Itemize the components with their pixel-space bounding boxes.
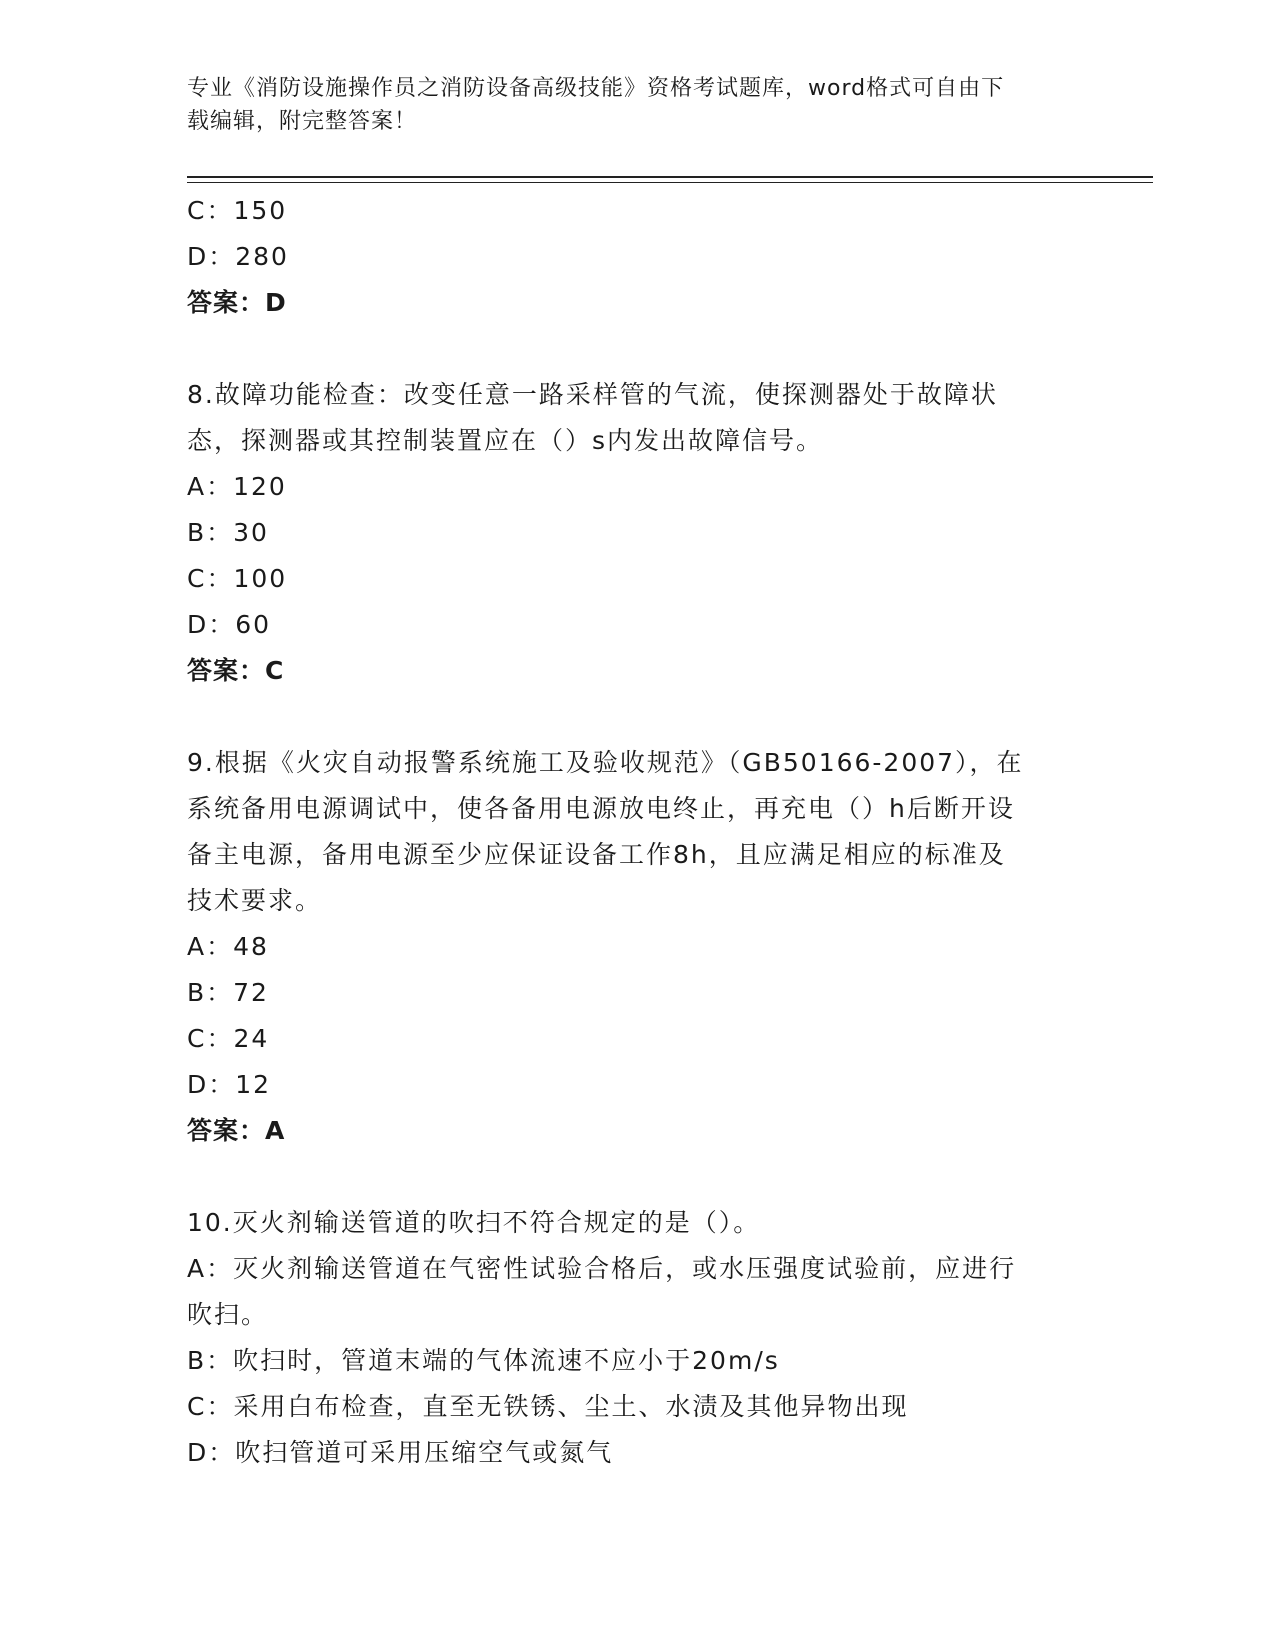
option-c: C：150 — [187, 196, 288, 225]
header-line-1: 专业《消防设施操作员之消防设备高级技能》资格考试题库，word格式可自由下 — [187, 76, 1005, 101]
question-text-line: 9.根据《火灾自动报警系统施工及验收规范》（GB50166-2007），在 — [187, 748, 1024, 777]
option-b: B：吹扫时，管道末端的气体流速不应小于20m/s — [187, 1346, 780, 1375]
option-d: D：吹扫管道可采用压缩空气或氮气 — [187, 1438, 614, 1467]
option-c: C：采用白布检查，直至无铁锈、尘土、水渍及其他异物出现 — [187, 1392, 909, 1421]
option-c: C：100 — [187, 564, 288, 593]
answer: 答案：D — [187, 288, 287, 317]
question-text-line: 系统备用电源调试中，使各备用电源放电终止，再充电（）h后断开设 — [187, 794, 1015, 823]
previous-question-tail — [187, 188, 1087, 326]
document-body — [187, 188, 1087, 1476]
question-10 — [187, 1200, 1087, 1476]
question-text-line: 态，探测器或其控制装置应在（）s内发出故障信号。 — [187, 426, 824, 455]
option-c: C：24 — [187, 1024, 270, 1053]
question-text-line: 8.故障功能检查：改变任意一路采样管的气流，使探测器处于故障状 — [187, 380, 998, 409]
option-d: D：280 — [187, 242, 289, 271]
question-8 — [187, 372, 1087, 694]
question-text-line: 备主电源，备用电源至少应保证设备工作8h，且应满足相应的标准及 — [187, 840, 1006, 869]
document-header — [187, 72, 1067, 138]
spacer — [187, 1154, 1087, 1200]
header-divider-thin — [187, 182, 1153, 183]
option-b: B：72 — [187, 978, 269, 1007]
question-text-line: 技术要求。 — [187, 886, 323, 915]
answer: 答案：A — [187, 1116, 286, 1145]
option-d: D：60 — [187, 610, 272, 639]
option-a: A：48 — [187, 932, 269, 961]
option-b: B：30 — [187, 518, 269, 547]
spacer — [187, 326, 1087, 372]
spacer — [187, 694, 1087, 740]
header-line-2: 载编辑，附完整答案！ — [187, 109, 418, 134]
option-a: A：灭火剂输送管道在气密性试验合格后，或水压强度试验前，应进行 — [187, 1254, 1017, 1283]
option-a: A：120 — [187, 472, 287, 501]
header-divider-thick — [187, 176, 1153, 178]
option-d: D：12 — [187, 1070, 272, 1099]
question-9 — [187, 740, 1087, 1154]
question-text-line: 10.灭火剂输送管道的吹扫不符合规定的是（）。 — [187, 1208, 761, 1237]
option-a-continued: 吹扫。 — [187, 1300, 269, 1329]
answer: 答案：C — [187, 656, 285, 685]
